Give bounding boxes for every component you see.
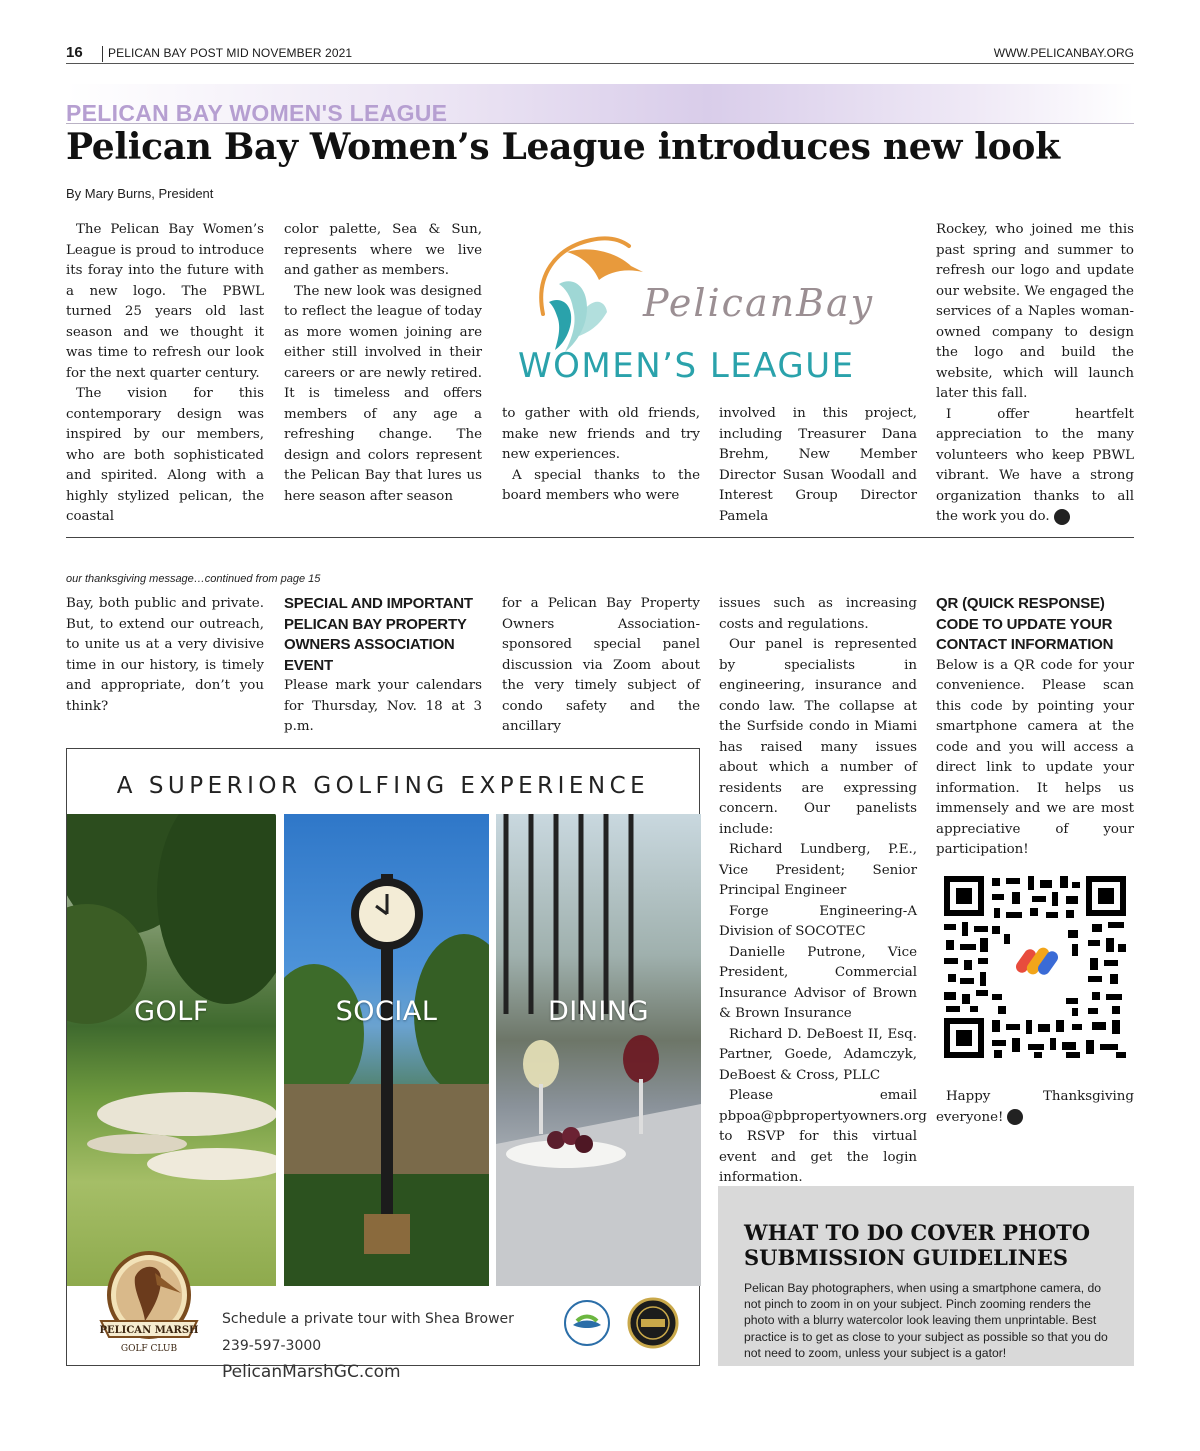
paragraph	[936, 1087, 1134, 1128]
paragraph: The vision for this contemporary design was inspired by our members, who are both sophisticated and spirited. Along with a highly stylized pelican, the coastal	[66, 386, 264, 524]
article-column-1	[66, 220, 264, 528]
paragraph: The Pelican Bay Women’s League is proud to introduce its foray into the future with a new logo. The PBWL turned 25 years old last season and we thought it was time to refresh our look for the next quarter century.	[66, 222, 264, 381]
article-headline: Pelican Bay Women’s League introduces new look	[66, 126, 1060, 168]
paragraph: Please email pbpoa@pbpropertyowners.org to RSVP for this virtual event and get the login information.	[719, 1088, 927, 1185]
paragraph: to gather with old friends, make new friends and try new experiences.	[502, 406, 700, 462]
paragraph: The new look was designed to reflect the league of today as more women joining are either still involved in their careers or are newly retired. It is timeless and offers members of any age a refreshing change. The design and colors represent the Pelican Bay that lures us here season after season	[284, 283, 482, 504]
section-label: PELICAN BAY WOMEN'S LEAGUE	[66, 100, 448, 126]
article-column-5	[936, 220, 1134, 528]
continued-column-1	[66, 594, 264, 717]
paragraph: Rockey, who joined me this past spring and summer to refresh our logo and update our website. We engaged the services of a Naples woman-owned company to design the logo and build the website, which will launch later this fall.	[936, 222, 1134, 401]
crest-club-name: PELICAN MARSH	[99, 1325, 199, 1336]
photo-guidelines-box	[718, 1186, 1134, 1366]
pbwl-logo	[503, 226, 917, 396]
continued-column-3	[502, 594, 700, 738]
photo-label-social: SOCIAL	[335, 996, 438, 1027]
paragraph: Please mark your calendars for Thursday, Nov. 18 at 3 p.m.	[284, 678, 482, 734]
jump-line: our thanksgiving message…continued from page 15	[66, 573, 321, 585]
publication-line: PELICAN BAY POST MID NOVEMBER 2021	[108, 46, 353, 60]
article-byline: By Mary Burns, President	[66, 186, 214, 201]
end-mark-icon	[1007, 1109, 1023, 1125]
paragraph: Our panel is represented by specialists in engineering, insurance and condo law. The collapse at the Surfside condo in Miami has raised many issues about which a number of residents are expressing concern. Our panelists include:	[719, 637, 917, 837]
closing-text: Happy Thanksgiving everyone!	[936, 1089, 1134, 1125]
wine-table-image	[496, 814, 701, 1286]
tour-line: Schedule a private tour with Shea Brower	[222, 1311, 514, 1327]
dining-photo	[496, 814, 701, 1286]
page-number: 16	[66, 44, 83, 61]
club-url[interactable]: PelicanMarshGC.com	[222, 1362, 401, 1382]
crest-club-sub: GOLF CLUB	[120, 1344, 178, 1354]
website-link[interactable]: WWW.PELICANBAY.ORG	[993, 46, 1134, 60]
golfnet-badge-icon	[627, 1297, 679, 1349]
continued-column-2	[284, 594, 482, 738]
subhead: QR (QUICK RESPONSE) CODE TO UPDATE YOUR CONTACT INFORMATION	[936, 595, 1114, 653]
article-column-2	[284, 220, 482, 507]
continued-column-4	[719, 594, 927, 1189]
pelican-marsh-crest-icon	[95, 1249, 203, 1359]
social-photo	[284, 814, 489, 1286]
continued-column-5	[936, 594, 1134, 861]
paragraph: color palette, Sea & Sun, represents where we live and gather as members.	[284, 222, 482, 278]
header-rule	[66, 63, 1134, 64]
ad-title: A SUPERIOR GOLFING EXPERIENCE	[116, 773, 650, 799]
paragraph: Bay, both public and private. But, to extend our outreach, to unite us at a very divisive time in our history, is timely and appropriate, don’t you think?	[66, 596, 264, 714]
header-divider	[102, 46, 103, 62]
sidebar-body: Pelican Bay photographers, when using a smartphone camera, do not pinch to zoom in on your subject. Pinch zooming renders the photo with a blurry watercolor look leaving them unprintable. Best practice is to get as close to your subject as possible so that you do not need to zoom, unless your subject is a gator!	[744, 1281, 1108, 1360]
photo-label-dining: DINING	[547, 996, 650, 1027]
paragraph: Richard Lundberg, P.E., Vice President; Senior Principal Engineer	[719, 842, 917, 898]
section-divider	[66, 537, 1134, 538]
article-column-3	[502, 404, 700, 507]
paragraph: Forge Engineering-A Division of SOCOTEC	[719, 903, 917, 939]
paragraph: issues such as increasing costs and regulations.	[719, 596, 917, 632]
audubon-badge-icon	[563, 1299, 611, 1347]
logo-script-text: PelicanBay	[643, 281, 875, 325]
paragraph	[936, 405, 1134, 528]
paragraph: for a Pelican Bay Property Owners Association-sponsored special panel discussion via Zoom about the very timely subject of condo safety and the ancillary	[502, 596, 700, 734]
logo-wordmark: WOMEN’S LEAGUE	[518, 346, 855, 386]
phone-number[interactable]: 239-597-3000	[222, 1338, 322, 1354]
paragraph: Danielle Putrone, Vice President, Commercial Insurance Advisor of Brown & Brown Insurance	[719, 944, 917, 1021]
qr-code[interactable]	[942, 874, 1128, 1060]
paragraph: Below is a QR code for your convenience. Please scan this code by pointing your smartphone camera at the code and you will access a direct link to update your information. It helps us immensely and we are most appreciative of your participation!	[936, 657, 1134, 857]
subhead: SPECIAL AND IMPORTANT PELICAN BAY PROPERTY OWNERS ASSOCIATION EVENT	[284, 595, 473, 674]
paragraph: A special thanks to the board members who were	[502, 467, 700, 503]
paragraph-text: I offer heartfelt appreciation to the many volunteers who keep PBWL vibrant. We have a strong organization thanks to all the work you do.	[936, 406, 1134, 524]
golf-club-ad[interactable]	[66, 748, 700, 1382]
photo-label-golf: GOLF	[134, 996, 209, 1027]
closing-note	[936, 1087, 1134, 1128]
article-column-4	[719, 404, 917, 527]
page-header	[66, 44, 1134, 64]
paragraph: involved in this project, including Treasurer Dana Brehm, New Member Director Susan Woodall and Interest Group Director Pamela	[719, 406, 917, 524]
paragraph: Richard D. DeBoest II, Esq. Partner, Goede, Adamczyk, DeBoest & Cross, PLLC	[719, 1026, 917, 1083]
clock-tower-image	[284, 814, 489, 1286]
golf-photo	[67, 814, 276, 1286]
sidebar-title: WHAT TO DO COVER PHOTO SUBMISSION GUIDELINES	[744, 1220, 1091, 1270]
end-mark-icon	[1054, 509, 1070, 525]
golf-course-image	[67, 814, 276, 1286]
